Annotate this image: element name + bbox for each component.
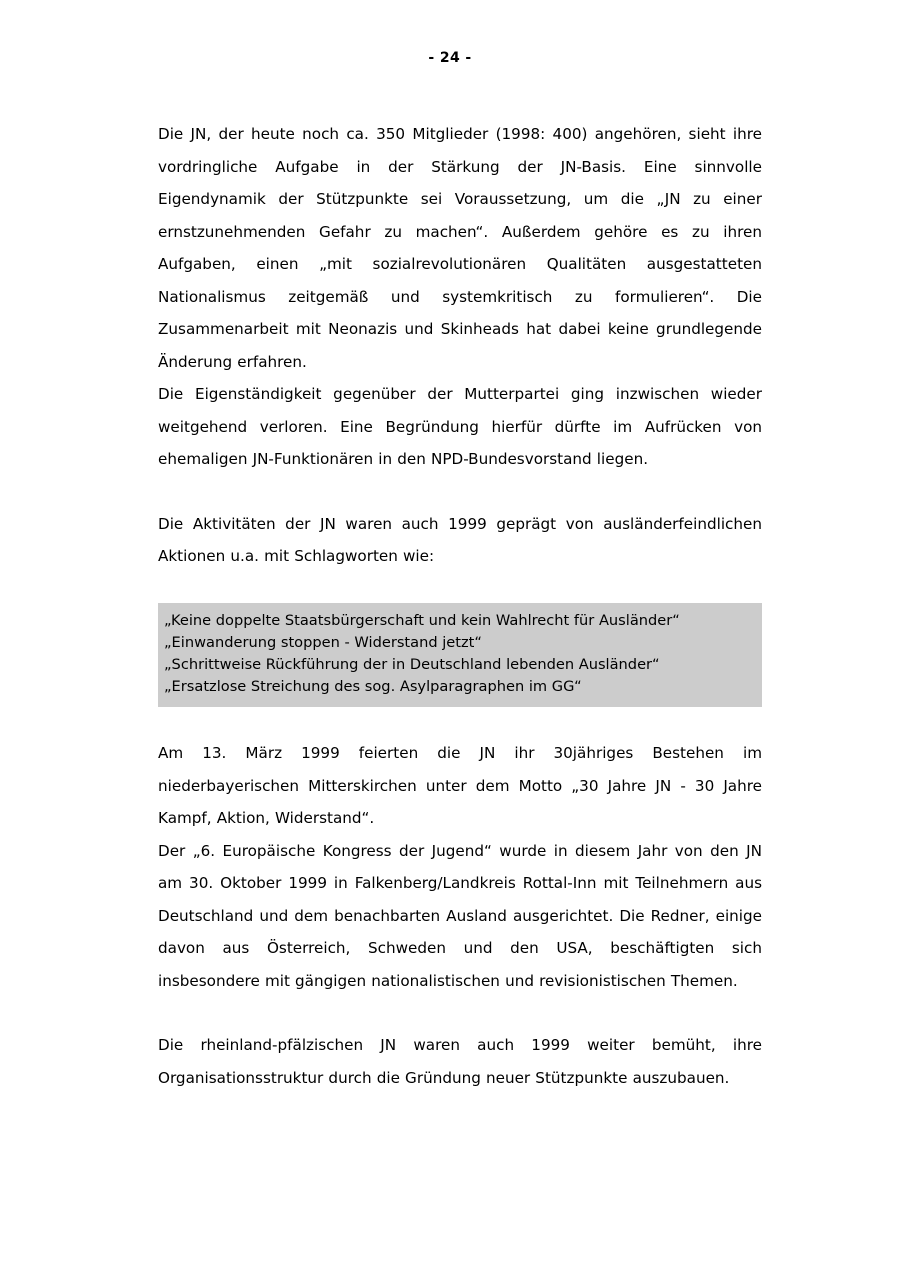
slogan-highlight-box — [158, 603, 762, 708]
slogan-box-spacer-bottom — [158, 707, 762, 737]
paragraph-4: Am 13. März 1999 feierten die JN ihr 30jähriges Bestehen im niederbayerischen Mitterskirchen unter dem Motto „30 Jahre JN - 30 Jahre Kampf, Aktion, Widerstand“. — [158, 744, 762, 828]
paragraph-6: Die rheinland-pfälzischen JN waren auch 1999 weiter bemüht, ihre Organisationsstruktur durch die Gründung neuer Stützpunkte auszubauen. — [158, 1036, 762, 1087]
slogan-line-3: „Schrittweise Rückführung der in Deutschland lebenden Ausländer“ — [164, 655, 660, 673]
paragraph-2: Die Eigenständigkeit gegenüber der Mutterpartei ging inzwischen wieder weitgehend verloren. Eine Begründung hierfür dürfte im Aufrücken von ehemaligen JN-Funktionären in den NPD-Bundesvorstand liegen. — [158, 385, 762, 468]
page-number: - 24 - — [428, 50, 472, 66]
paragraph-spacer — [158, 476, 762, 508]
paragraph-spacer-2 — [158, 997, 762, 1029]
paragraph-1: Die JN, der heute noch ca. 350 Mitglieder (1998: 400) angehören, sieht ihre vordringliche Aufgabe in der Stärkung der JN-Basis. Eine sinnvolle Eigendynamik der Stützpunkte sei Voraussetzung, um die „JN zu einer ernstzunehmenden Gefahr zu machen“. Außerdem gehöre es zu ihren Aufgaben, einen „mit sozialrevolutionären Qualitäten ausgestatteten Nationalismus zeitgemäß und systemkritisch zu formulieren“. Die Zusammenarbeit mit Neonazis und Skinheads hat dabei keine grundlegende Änderung erfahren. — [158, 125, 762, 371]
slogan-box-spacer-top — [158, 573, 762, 603]
slogan-line-4: „Ersatzlose Streichung des sog. Asylparagraphen im GG“ — [164, 678, 582, 696]
slogan-line-1: „Keine doppelte Staatsbürgerschaft und kein Wahlrecht für Ausländer“ — [164, 611, 680, 629]
slogan-line-2: „Einwanderung stoppen - Widerstand jetzt“ — [164, 633, 482, 651]
paragraph-5: Der „6. Europäische Kongress der Jugend“ wurde in diesem Jahr von den JN am 30. Oktober 1999 in Falkenberg/Landkreis Rottal-Inn mit Teilnehmern aus Deutschland und dem benachbarten Ausland ausgerichtet. Die Redner, einige davon aus Österreich, Schweden und den USA, beschäftigten sich insbesondere mit gängigen nationalistischen und revisionistischen Themen. — [158, 841, 762, 990]
paragraph-3: Die Aktivitäten der JN waren auch 1999 geprägt von ausländerfeindlichen Aktionen u.a. mit Schlagworten wie: — [158, 514, 762, 565]
text-column — [158, 118, 762, 1094]
